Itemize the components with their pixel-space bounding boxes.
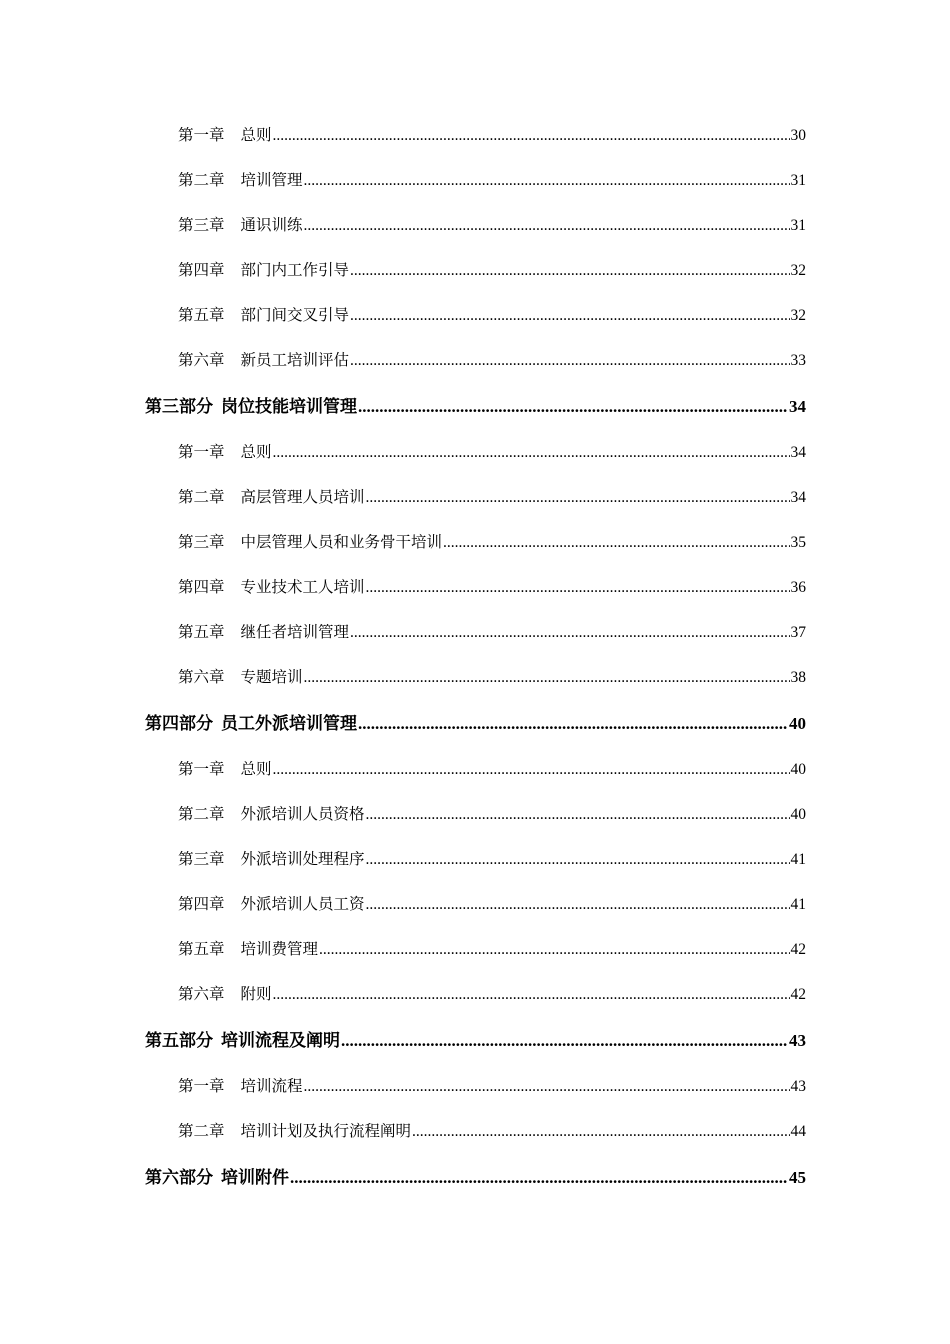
toc-entry-number: 第四部分 <box>145 714 213 733</box>
toc-page-number: 42 <box>790 941 806 958</box>
toc-entry-title: 部门内工作引导 <box>240 262 350 279</box>
toc-entry-number: 第三部分 <box>145 397 213 416</box>
toc-chapter-entry[interactable] <box>145 565 806 610</box>
toc-entry-number: 第一章 <box>178 761 225 778</box>
dot-leader <box>358 700 788 747</box>
toc-page-number: 37 <box>790 624 806 641</box>
dot-leader <box>366 565 790 610</box>
toc-chapter-entry[interactable] <box>145 293 806 338</box>
toc-entry-title: 附则 <box>240 986 272 1003</box>
dot-leader <box>350 293 789 338</box>
dot-leader <box>366 882 790 927</box>
toc-entry-heading <box>145 700 357 747</box>
toc-page-number: 38 <box>790 669 806 686</box>
dot-leader <box>350 248 789 293</box>
toc-page-number: 34 <box>790 489 806 506</box>
toc-page-number: 30 <box>790 127 806 144</box>
toc-entry-number: 第五部分 <box>145 1031 213 1050</box>
toc-entry-title: 总则 <box>240 444 272 461</box>
toc-entry-number: 第六章 <box>178 352 225 369</box>
dot-leader <box>273 747 790 792</box>
toc-entry-number: 第一章 <box>178 444 225 461</box>
toc-chapter-entry[interactable] <box>145 655 806 700</box>
toc-chapter-entry[interactable] <box>145 520 806 565</box>
dot-leader <box>366 475 790 520</box>
toc-entry-heading <box>178 565 365 610</box>
toc-entry-number: 第二章 <box>178 489 225 506</box>
toc-entry-number: 第三章 <box>178 851 225 868</box>
toc-entry-title: 总则 <box>240 127 272 144</box>
toc-page-number: 43 <box>789 1031 806 1050</box>
dot-leader <box>304 158 790 203</box>
toc-entry-heading <box>178 248 349 293</box>
dot-leader <box>304 203 790 248</box>
toc-chapter-entry[interactable] <box>145 475 806 520</box>
toc-page-number: 34 <box>789 397 806 416</box>
toc-page-number: 36 <box>790 579 806 596</box>
toc-page-number: 35 <box>790 534 806 551</box>
toc-page-number: 40 <box>789 714 806 733</box>
toc-chapter-entry[interactable] <box>145 972 806 1017</box>
dot-leader <box>273 113 790 158</box>
toc-page-number: 40 <box>790 806 806 823</box>
toc-entry-number: 第五章 <box>178 307 225 324</box>
toc-entry-title: 高层管理人员培训 <box>240 489 365 506</box>
toc-page-number: 31 <box>790 172 806 189</box>
dot-leader <box>412 1109 789 1154</box>
toc-chapter-entry[interactable] <box>145 747 806 792</box>
toc-entry-number: 第六部分 <box>145 1168 213 1187</box>
toc-entry-title: 培训流程 <box>240 1078 303 1095</box>
toc-entry-heading <box>178 1064 303 1109</box>
toc-entry-number: 第二章 <box>178 172 225 189</box>
toc-entry-heading <box>178 792 365 837</box>
toc-chapter-entry[interactable] <box>145 1064 806 1109</box>
toc-page-number: 42 <box>790 986 806 1003</box>
toc-entry-title: 部门间交叉引导 <box>240 307 350 324</box>
toc-page-number: 43 <box>790 1078 806 1095</box>
toc-entry-number: 第四章 <box>178 262 225 279</box>
toc-chapter-entry[interactable] <box>145 882 806 927</box>
toc-chapter-entry[interactable] <box>145 203 806 248</box>
toc-entry-number: 第六章 <box>178 986 225 1003</box>
toc-entry-number: 第五章 <box>178 941 225 958</box>
toc-entry-number: 第六章 <box>178 669 225 686</box>
dot-leader <box>304 655 790 700</box>
dot-leader <box>366 792 790 837</box>
toc-entry-number: 第二章 <box>178 806 225 823</box>
toc-chapter-entry[interactable] <box>145 430 806 475</box>
toc-entry-title: 中层管理人员和业务骨干培训 <box>240 534 443 551</box>
toc-chapter-entry[interactable] <box>145 837 806 882</box>
toc-part-entry[interactable] <box>145 700 806 747</box>
toc-entry-number: 第四章 <box>178 579 225 596</box>
toc-entry-title: 继任者培训管理 <box>240 624 350 641</box>
dot-leader <box>290 1154 788 1201</box>
toc-entry-heading <box>178 837 365 882</box>
toc-entry-title: 培训流程及阐明 <box>221 1031 340 1050</box>
toc-entry-heading <box>178 655 303 700</box>
toc-entry-heading <box>178 972 272 1017</box>
toc-entry-heading <box>178 1109 411 1154</box>
toc-chapter-entry[interactable] <box>145 113 806 158</box>
toc-page-number: 45 <box>789 1168 806 1187</box>
toc-entry-title: 培训管理 <box>240 172 303 189</box>
toc-entry-title: 专题培训 <box>240 669 303 686</box>
toc-entry-title: 新员工培训评估 <box>240 352 350 369</box>
toc-entry-number: 第五章 <box>178 624 225 641</box>
toc-part-entry[interactable] <box>145 383 806 430</box>
toc-entry-title: 员工外派培训管理 <box>221 714 357 733</box>
toc-page-number: 32 <box>790 262 806 279</box>
toc-entry-heading <box>178 113 272 158</box>
toc-entry-title: 外派培训处理程序 <box>240 851 365 868</box>
toc-entry-number: 第一章 <box>178 1078 225 1095</box>
toc-entry-heading <box>145 1154 289 1201</box>
toc-entry-heading <box>178 882 365 927</box>
toc-entry-heading <box>178 927 318 972</box>
toc-chapter-entry[interactable] <box>145 158 806 203</box>
toc-entry-heading <box>178 293 349 338</box>
toc-entry-title: 通识训练 <box>240 217 303 234</box>
dot-leader <box>273 972 790 1017</box>
toc-entry-number: 第二章 <box>178 1123 225 1140</box>
toc-entry-title: 外派培训人员工资 <box>240 896 365 913</box>
dot-leader <box>366 837 790 882</box>
toc-entry-heading <box>145 383 357 430</box>
toc-page-number: 41 <box>790 896 806 913</box>
dot-leader <box>341 1017 788 1064</box>
dot-leader <box>350 338 789 383</box>
dot-leader <box>319 927 789 972</box>
toc-page-number: 32 <box>790 307 806 324</box>
toc-part-entry[interactable] <box>145 1154 806 1201</box>
toc-entry-title: 总则 <box>240 761 272 778</box>
toc-entry-number: 第三章 <box>178 534 225 551</box>
toc-page-number: 33 <box>790 352 806 369</box>
toc-page-number: 40 <box>790 761 806 778</box>
toc-entry-title: 培训费管理 <box>240 941 319 958</box>
toc-entry-heading <box>178 520 442 565</box>
dot-leader <box>358 383 788 430</box>
toc-entry-title: 专业技术工人培训 <box>240 579 365 596</box>
toc-entry-heading <box>178 610 349 655</box>
toc-page-number: 44 <box>790 1123 806 1140</box>
toc-entry-heading <box>178 475 365 520</box>
toc-entry-title: 培训附件 <box>221 1168 289 1187</box>
toc-entry-title: 外派培训人员资格 <box>240 806 365 823</box>
toc-chapter-entry[interactable] <box>145 792 806 837</box>
toc-page-number: 41 <box>790 851 806 868</box>
toc-page-number: 34 <box>790 444 806 461</box>
table-of-contents <box>145 113 806 1201</box>
toc-entry-heading <box>178 158 303 203</box>
dot-leader <box>273 430 790 475</box>
dot-leader <box>443 520 789 565</box>
toc-chapter-entry[interactable] <box>145 1109 806 1154</box>
toc-entry-title: 岗位技能培训管理 <box>221 397 357 416</box>
toc-part-entry[interactable] <box>145 1017 806 1064</box>
toc-entry-number: 第三章 <box>178 217 225 234</box>
toc-entry-heading <box>178 430 272 475</box>
toc-chapter-entry[interactable] <box>145 248 806 293</box>
toc-entry-title: 培训计划及执行流程阐明 <box>240 1123 412 1140</box>
dot-leader <box>304 1064 790 1109</box>
toc-entry-number: 第四章 <box>178 896 225 913</box>
dot-leader <box>350 610 789 655</box>
toc-entry-heading <box>178 203 303 248</box>
toc-chapter-entry[interactable] <box>145 927 806 972</box>
toc-entry-heading <box>178 747 272 792</box>
toc-entry-heading <box>178 338 349 383</box>
toc-chapter-entry[interactable] <box>145 610 806 655</box>
toc-chapter-entry[interactable] <box>145 338 806 383</box>
toc-entry-heading <box>145 1017 340 1064</box>
toc-page-number: 31 <box>790 217 806 234</box>
toc-entry-number: 第一章 <box>178 127 225 144</box>
